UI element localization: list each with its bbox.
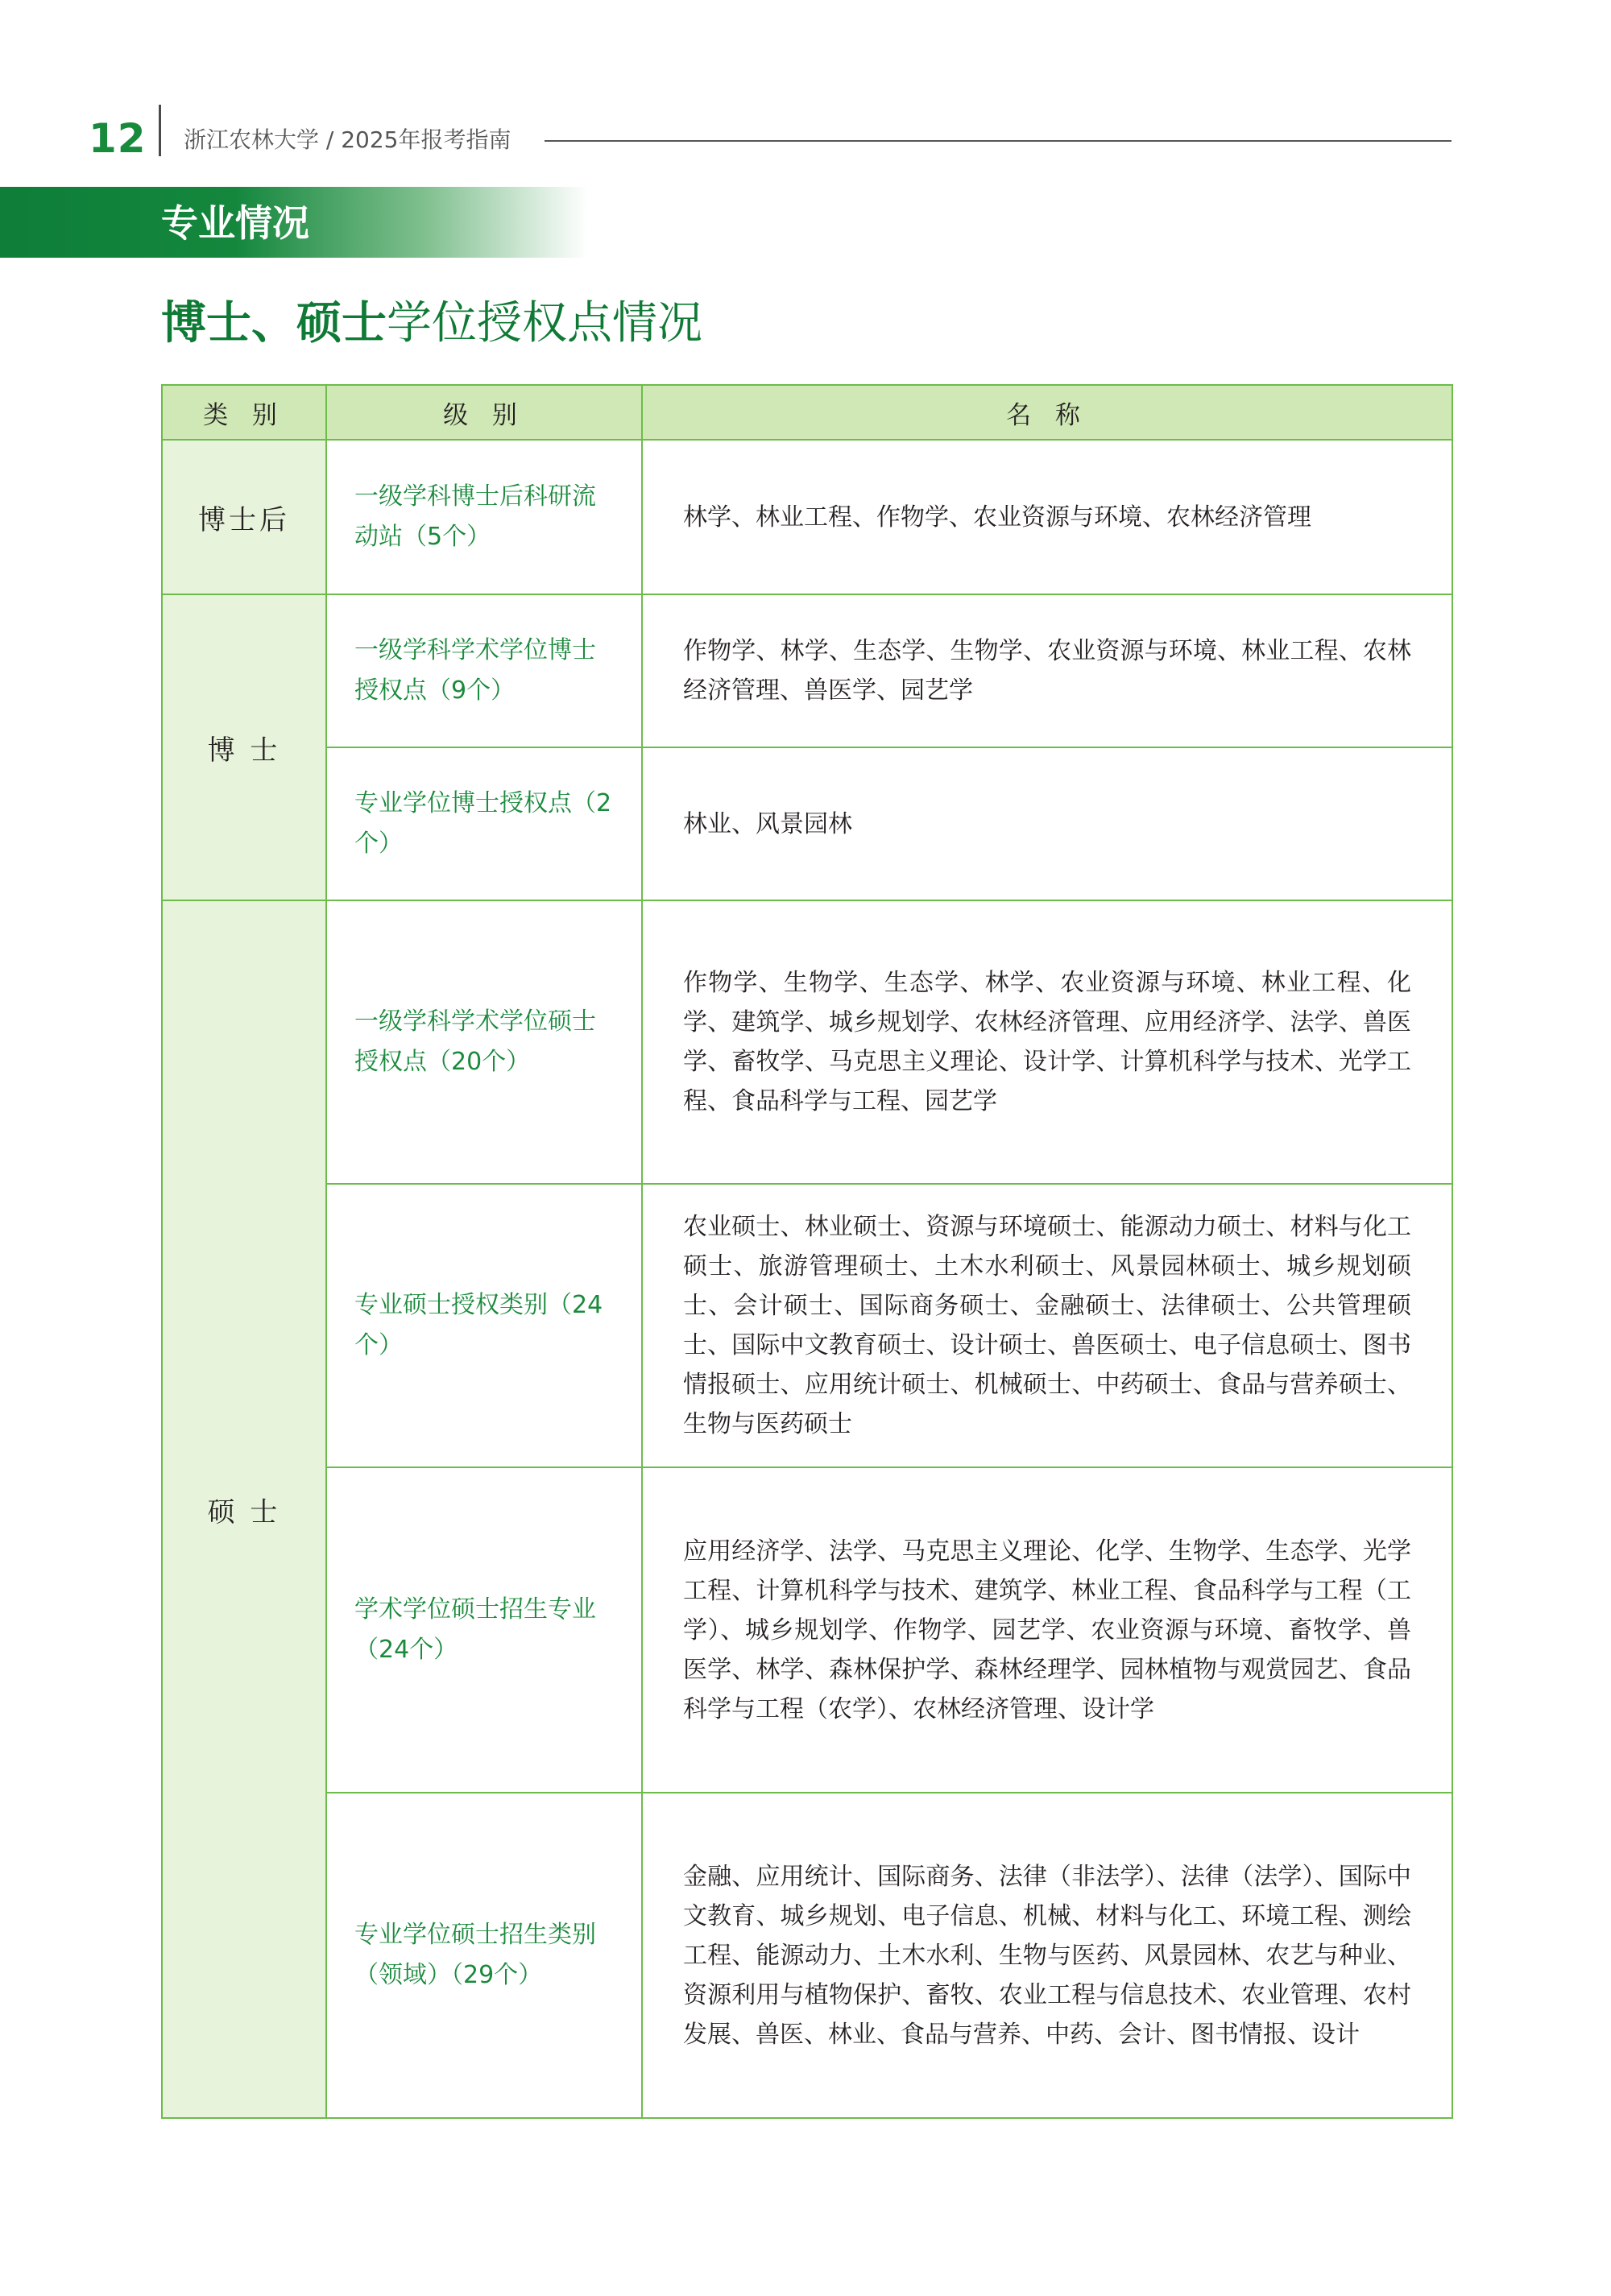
table-row xyxy=(162,594,1452,747)
level-cell: 一级学科学术学位硕士授权点（20个） xyxy=(326,900,642,1184)
table-row xyxy=(162,747,1452,900)
category-doctor xyxy=(162,594,326,900)
category-master xyxy=(162,900,326,2118)
category-label: 硕 士 xyxy=(207,1496,281,1529)
header-rule xyxy=(545,140,1452,142)
table-row xyxy=(162,1467,1452,1793)
degree-authorization-table xyxy=(161,384,1453,2119)
level-cell: 一级学科学术学位博士授权点（9个） xyxy=(326,594,642,747)
names-cell: 金融、应用统计、国际商务、法律（非法学）、法律（法学）、国际中文教育、城乡规划、电子信息、机械、材料与化工、环境工程、测绘工程、能源动力、土木水利、生物与医药、风景园林、农艺与种业、资源利用与植物保护、畜牧、农业工程与信息技术、农业管理、农村发展、兽医、林业、食品与营养、中药、会计、图书情报、设计 xyxy=(642,1793,1452,2118)
level-cell: 专业学位博士授权点（2个） xyxy=(326,747,642,900)
names-cell: 农业硕士、林业硕士、资源与环境硕士、能源动力硕士、材料与化工硕士、旅游管理硕士、土木水利硕士、风景园林硕士、城乡规划硕士、会计硕士、国际商务硕士、金融硕士、法律硕士、公共管理硕士、国际中文教育硕士、设计硕士、兽医硕士、电子信息硕士、图书情报硕士、应用统计硕士、机械硕士、中药硕士、食品与营养硕士、生物与医药硕士 xyxy=(642,1184,1452,1467)
category-postdoc xyxy=(162,440,326,594)
heading-rest: 学位授权点情况 xyxy=(387,297,702,350)
page-number: 12 xyxy=(89,115,147,162)
names-cell: 作物学、林学、生态学、生物学、农业资源与环境、林业工程、农林经济管理、兽医学、园艺学 xyxy=(642,594,1452,747)
names-cell: 作物学、生物学、生态学、林学、农业资源与环境、林业工程、化学、建筑学、城乡规划学、农林经济管理、应用经济学、法学、兽医学、畜牧学、马克思主义理论、设计学、计算机科学与技术、光学工程、食品科学与工程、园艺学 xyxy=(642,900,1452,1184)
table-row xyxy=(162,1793,1452,2118)
names-cell: 林学、林业工程、作物学、农业资源与环境、农林经济管理 xyxy=(642,440,1452,594)
category-label: 博士后 xyxy=(198,503,290,536)
page-heading xyxy=(161,295,702,353)
section-title: 专业情况 xyxy=(161,201,309,245)
header-divider xyxy=(159,105,161,156)
header-breadcrumb: 浙江农林大学 / 2025年报考指南 xyxy=(184,126,511,153)
table-row xyxy=(162,1184,1452,1467)
table-row xyxy=(162,900,1452,1184)
names-cell: 应用经济学、法学、马克思主义理论、化学、生物学、生态学、光学工程、计算机科学与技术、建筑学、林业工程、食品科学与工程（工学）、城乡规划学、作物学、园艺学、农业资源与环境、畜牧学、兽医学、林学、森林保护学、森林经理学、园林植物与观赏园艺、食品科学与工程（农学）、农林经济管理、设计学 xyxy=(642,1467,1452,1793)
header-name: 名 称 xyxy=(642,385,1452,440)
level-cell: 专业学位硕士招生类别（领域）（29个） xyxy=(326,1793,642,2118)
level-cell: 专业硕士授权类别（24个） xyxy=(326,1184,642,1467)
header-level: 级 别 xyxy=(326,385,642,440)
category-label: 博 士 xyxy=(207,734,281,767)
table-row xyxy=(162,440,1452,594)
header-category: 类 别 xyxy=(162,385,326,440)
heading-bold: 博士、硕士 xyxy=(161,297,387,350)
names-cell: 林业、风景园林 xyxy=(642,747,1452,900)
table-header-row xyxy=(162,385,1452,440)
level-cell: 学术学位硕士招生专业（24个） xyxy=(326,1467,642,1793)
level-cell: 一级学科博士后科研流动站（5个） xyxy=(326,440,642,594)
